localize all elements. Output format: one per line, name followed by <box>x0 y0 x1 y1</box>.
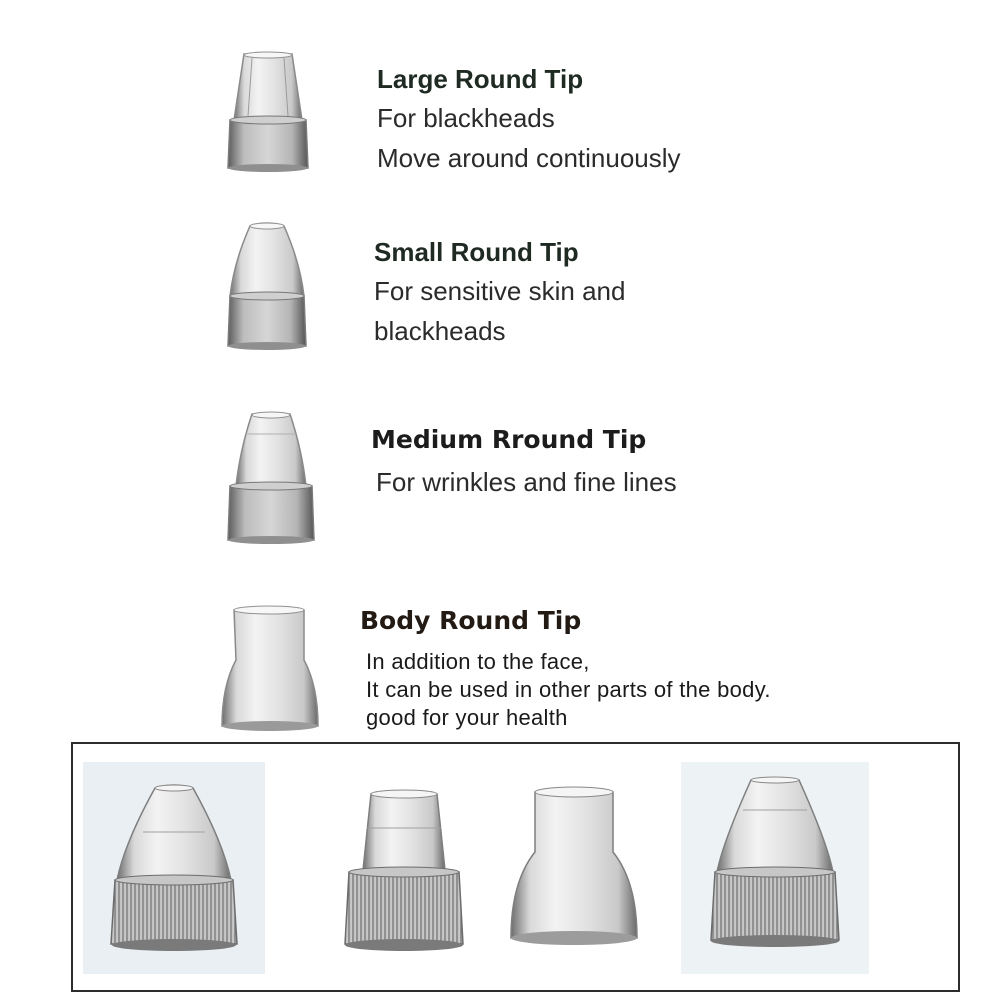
tip-title: Medium Rround Tip <box>371 425 647 454</box>
medium-round-tip-icon <box>222 410 320 550</box>
tip-description-line: good for your health <box>366 705 568 730</box>
tip-title: Large Round Tip <box>377 64 584 94</box>
tip-description-line: blackheads <box>374 316 506 346</box>
tip-description <box>376 462 677 502</box>
large-round-tip-icon <box>222 50 314 178</box>
tip-title: Small Round Tip <box>374 237 579 267</box>
tip-description-line: In addition to the face, <box>366 649 590 674</box>
tip-gallery <box>71 742 960 992</box>
body-round-tip-photo <box>487 762 661 974</box>
tip-description-line: Move around continuously <box>377 143 681 173</box>
tip-description <box>377 98 681 178</box>
tip-title: Body Round Tip <box>360 606 582 635</box>
small-round-tip-photo <box>681 762 869 974</box>
tip-description-line: For wrinkles and fine lines <box>376 467 677 497</box>
medium-round-tip-photo <box>83 762 265 974</box>
tip-description-line: For blackheads <box>377 103 555 133</box>
tip-description <box>374 271 625 351</box>
large-round-tip-photo <box>329 762 479 974</box>
tip-description-line: For sensitive skin and <box>374 276 626 306</box>
tip-description <box>366 648 771 732</box>
tip-description-line: It can be used in other parts of the body. <box>366 677 771 702</box>
body-round-tip-icon <box>218 604 322 734</box>
small-round-tip-icon <box>220 222 314 356</box>
